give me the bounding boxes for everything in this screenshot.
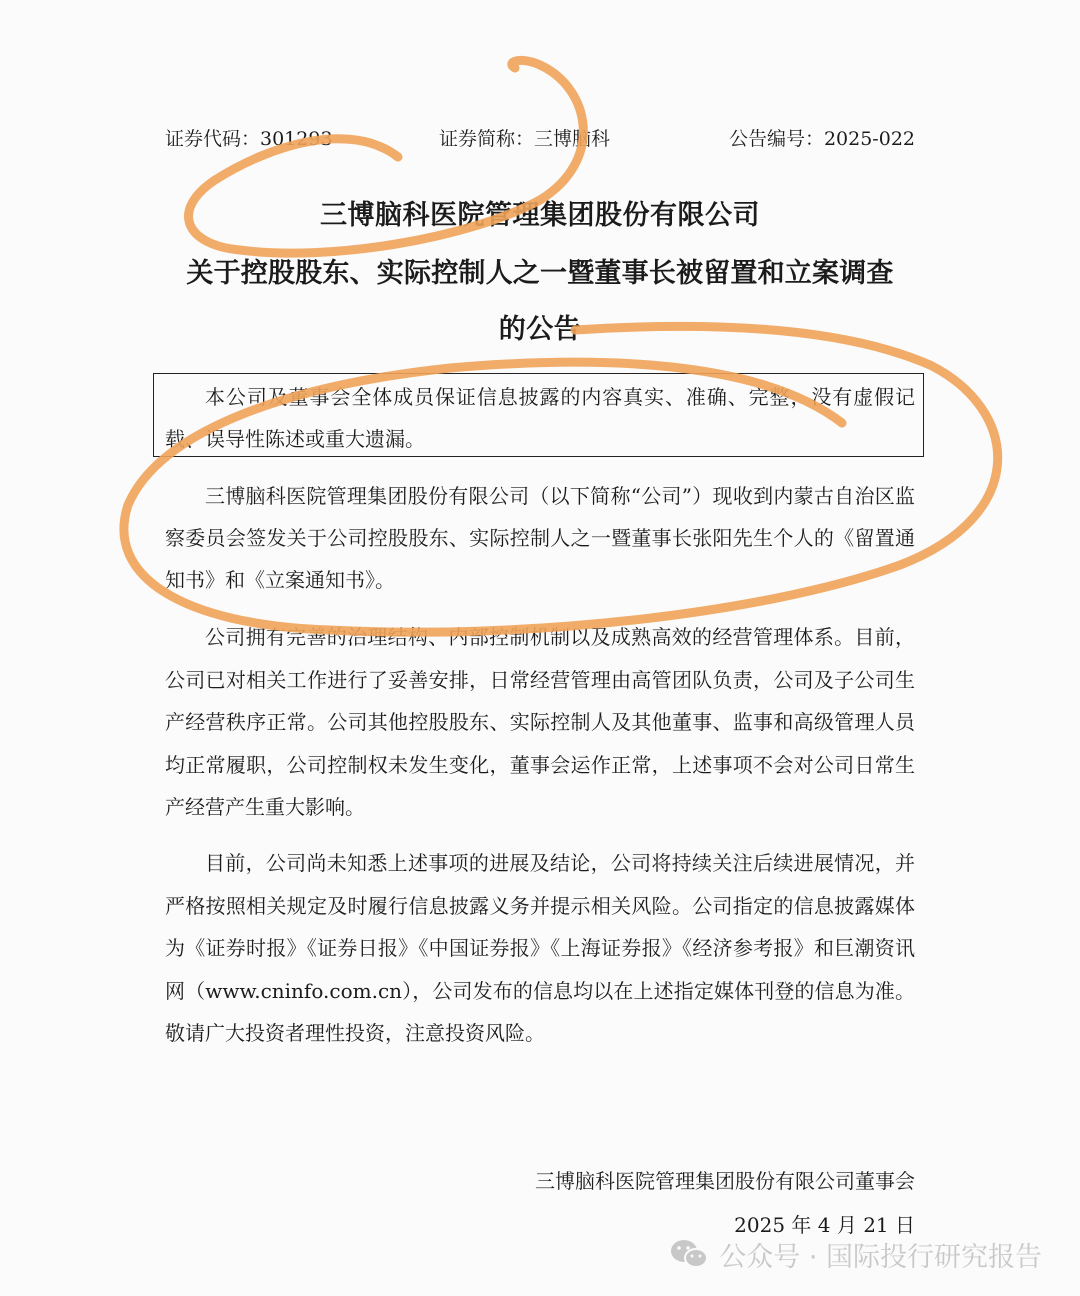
document-header: [165, 124, 915, 154]
paragraph-notification: 三博脑科医院管理集团股份有限公司（以下简称“公司”）现收到内蒙古自治区监察委员会签发关于公司控股股东、实际控制人之一暨董事长张阳先生个人的《留置通知书》和《立案通知书》。: [165, 484, 915, 592]
signature-date: 2025 年 4 月 21 日: [734, 1213, 915, 1237]
wechat-icon: [669, 1237, 709, 1271]
signature-board: 三博脑科医院管理集团股份有限公司董事会: [535, 1169, 915, 1193]
watermark-text: 公众号 · 国际投行研究报告: [719, 1241, 1042, 1273]
stock-code: 证券代码：301293: [165, 128, 333, 150]
disclosure-notice-text: 本公司及董事会全体成员保证信息披露的内容真实、准确、完整，没有虚假记载、误导性陈述或重大遗漏。: [165, 385, 915, 451]
stock-short-name: 证券简称：三博脑科: [439, 128, 611, 150]
paragraph-governance: 公司拥有完善的治理结构、内部控制机制以及成熟高效的经营管理体系。目前，公司已对相关工作进行了妥善安排，日常经营管理由高管团队负责，公司及子公司生产经营秩序正常。公司其他控股股东、实际控制人及其他董事、监事和高级管理人员均正常履职，公司控制权未发生变化，董事会运作正常，上述事项不会对公司日常生产经营产生重大影响。: [165, 625, 915, 819]
paragraph-disclosure: 目前，公司尚未知悉上述事项的进展及结论，公司将持续关注后续进展情况，并严格按照相关规定及时履行信息披露义务并提示相关风险。公司指定的信息披露媒体为《证券时报》《证券日报》《中国证券报》《上海证券报》《经济参考报》和巨潮资讯网（www.cninfo.com.cn），公司发布的信息均以在上述指定媒体刊登的信息为准。敬请广大投资者理性投资，注意投资风险。: [165, 851, 915, 1045]
wechat-watermark: [669, 1232, 1042, 1276]
announcement-number: 公告编号：2025-022: [728, 128, 915, 150]
title-suffix: 的公告: [498, 314, 582, 345]
title-subject: 关于控股股东、实际控制人之一暨董事长被留置和立案调查: [186, 258, 894, 289]
title-company: 三博脑科医院管理集团股份有限公司: [320, 200, 760, 231]
